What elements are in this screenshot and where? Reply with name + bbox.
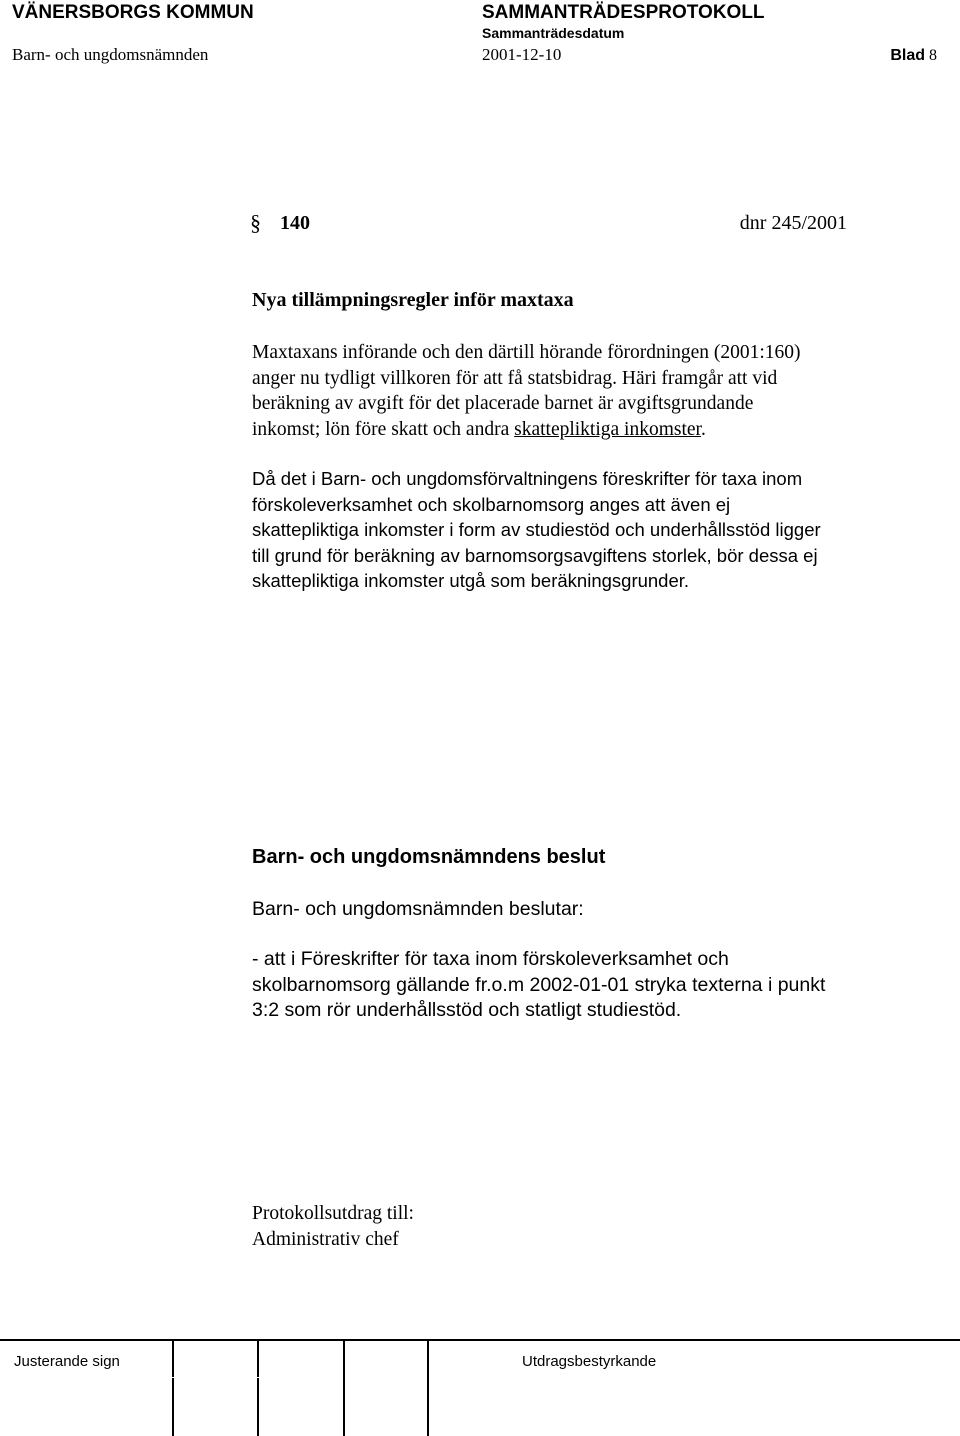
- section-mark: §: [250, 210, 261, 235]
- sheet-indicator: [890, 47, 937, 65]
- distribution-recipient: Administrativ chef: [252, 1228, 399, 1250]
- footer-divider: [172, 1378, 174, 1436]
- distribution-list: [252, 1201, 892, 1252]
- organization-name: VÄNERSBORGS KOMMUN: [12, 2, 254, 23]
- text-line: 3:2 som rör underhållsstöd och statligt studiestöd.: [252, 999, 682, 1021]
- sheet-number: 8: [929, 47, 937, 64]
- text-line: till grund för beräkning av barnomsorgsavgiftens storlek, bör dessa ej: [252, 544, 818, 566]
- text-line: - att i Föreskrifter för taxa inom förskoleverksamhet och: [252, 948, 729, 970]
- decision-intro: Barn- och ungdomsnämnden beslutar:: [252, 898, 584, 920]
- section-number: 140: [280, 212, 310, 234]
- footer-divider: [257, 1341, 259, 1377]
- decision-heading: Barn- och ungdomsnämndens beslut: [252, 846, 606, 868]
- text-line: förskoleverksamhet och skolbarnomsorg anges att även ej: [252, 493, 731, 515]
- footer-adjuster-sign-label: Justerande sign: [14, 1353, 120, 1370]
- text-line: skolbarnomsorg gällande fr.o.m 2002-01-01 stryka texterna i punkt: [252, 973, 826, 996]
- meeting-date: 2001-12-10: [482, 45, 562, 64]
- paragraph-rules: [252, 466, 892, 594]
- footer-divider: [257, 1378, 259, 1436]
- distribution-label: Protokollsutdrag till:: [252, 1203, 414, 1224]
- text-line: skattepliktiga inkomster utgå som beräkningsgrunder.: [252, 570, 690, 591]
- text-line: [252, 417, 892, 443]
- text-segment: .: [700, 418, 706, 440]
- underlined-text: skattepliktiga inkomster: [514, 418, 701, 440]
- text-line: Maxtaxans införande och den därtill hörande förordningen (2001:160): [252, 342, 801, 363]
- document-title: SAMMANTRÄDESPROTOKOLL: [482, 2, 765, 23]
- text-line: anger nu tydligt villkoren för att få statsbidrag. Häri framgår att vid: [252, 367, 778, 389]
- decision-text: [252, 947, 892, 1024]
- footer-divider: [427, 1341, 429, 1436]
- text-line: Då det i Barn- och ungdomsförvaltningens föreskrifter för taxa inom: [252, 468, 803, 489]
- sheet-label: Blad: [890, 47, 925, 64]
- text-segment: inkomst; lön före skatt och andra: [252, 418, 515, 440]
- footer-rule: [0, 1339, 960, 1341]
- footer-divider: [343, 1341, 345, 1436]
- text-line: skattepliktiga inkomster i form av studiestöd och underhållsstöd ligger: [252, 519, 821, 540]
- board-name: Barn- och ungdomsnämnden: [12, 45, 209, 64]
- footer-certification-label: Utdragsbestyrkande: [522, 1353, 657, 1370]
- meeting-date-label: Sammanträdesdatum: [482, 25, 625, 41]
- paragraph-background: [252, 340, 892, 442]
- section-heading: Nya tillämpningsregler inför maxtaxa: [252, 289, 574, 311]
- case-number: dnr 245/2001: [739, 212, 847, 234]
- footer-divider: [172, 1341, 174, 1377]
- text-line: beräkning av avgift för det placerade barnet är avgiftsgrundande: [252, 393, 754, 414]
